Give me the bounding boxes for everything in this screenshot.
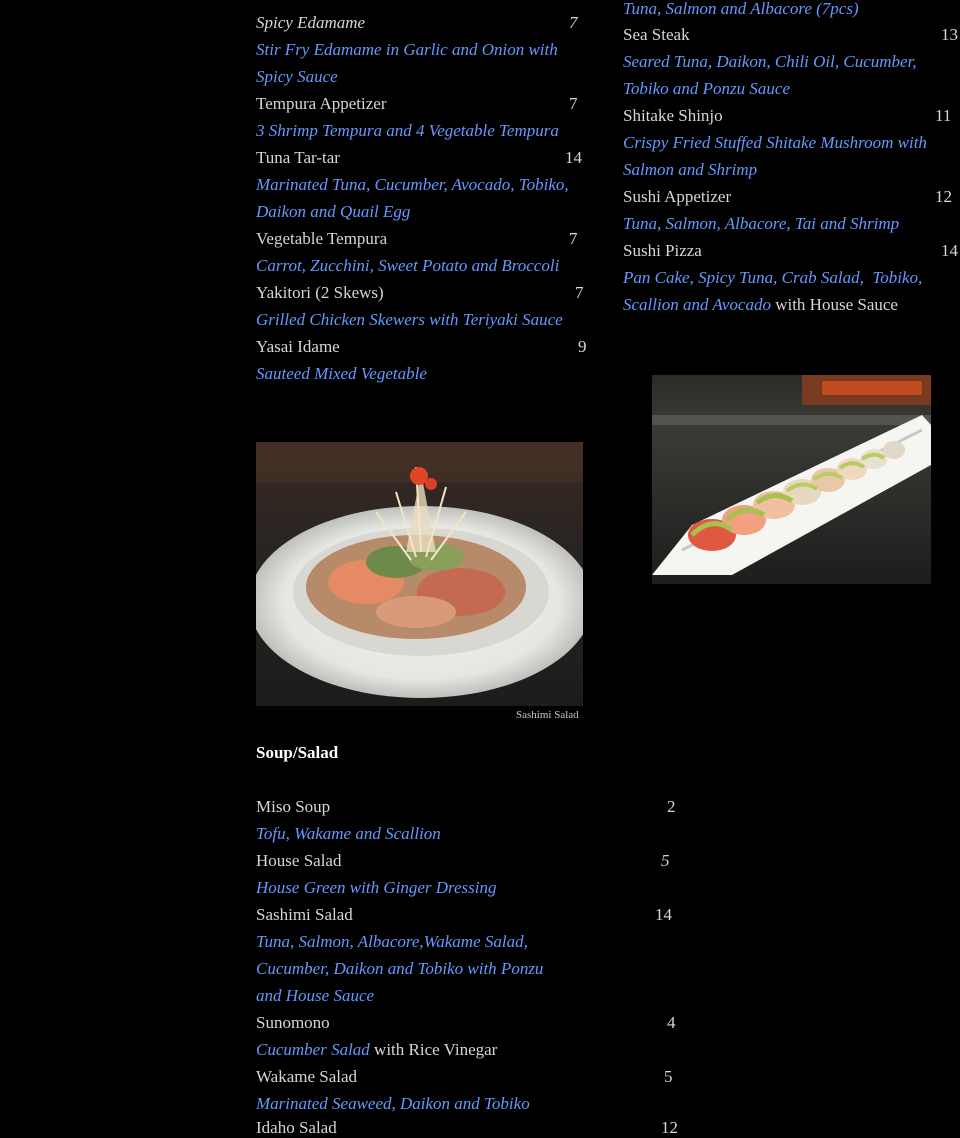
item-desc-sushi-appetizer: Tuna, Salmon, Albacore, Tai and Shrimp <box>623 214 900 233</box>
sushi-pizza-desc-part3: Scallion and Avocado <box>623 295 771 314</box>
item-name-miso-soup: Miso Soup <box>256 797 331 816</box>
sushi-roll-photo <box>652 375 931 584</box>
item-name-sashimi-salad: Sashimi Salad <box>256 905 353 924</box>
item-price-vegetable-tempura: 7 <box>569 229 578 248</box>
item-desc-sashimi-appetizer: Tuna, Salmon and Albacore (7pcs) <box>623 0 859 18</box>
item-desc-sashimi-salad-1: Tuna, Salmon, Albacore,Wakame Salad, <box>256 932 528 951</box>
item-desc-tuna-tartar-2: Daikon and Quail Egg <box>256 202 411 221</box>
item-price-shitake-shinjo: 11 <box>935 106 952 125</box>
item-desc-yakitori: Grilled Chicken Skewers with Teriyaki Sauce <box>256 310 563 329</box>
item-desc-sea-steak-2: Tobiko and Ponzu Sauce <box>623 79 791 98</box>
sunomono-desc-part2: with Rice Vinegar <box>369 1040 498 1059</box>
item-price-yasai-idame: 9 <box>578 337 587 356</box>
item-price-sushi-appetizer: 12 <box>935 187 952 206</box>
section-title-soup-salad: Soup/Salad <box>256 743 339 762</box>
item-desc-sea-steak-1: Seared Tuna, Daikon, Chili Oil, Cucumber, <box>623 52 917 71</box>
item-name-yasai-idame: Yasai Idame <box>256 337 340 356</box>
item-desc-sashimi-salad-3: and House Sauce <box>256 986 375 1005</box>
item-price-idaho-salad: 12 <box>661 1118 678 1137</box>
item-name-tempura-appetizer: Tempura Appetizer <box>256 94 387 113</box>
item-price-tempura-appetizer: 7 <box>569 94 578 113</box>
item-price-sea-steak: 13 <box>941 25 958 44</box>
item-desc-shitake-shinjo-2: Salmon and Shrimp <box>623 160 758 179</box>
item-name-wakame-salad: Wakame Salad <box>256 1067 358 1086</box>
item-desc-yasai-idame: Sauteed Mixed Vegetable <box>256 364 427 383</box>
item-price-wakame-salad: 5 <box>664 1067 673 1086</box>
item-price-yakitori: 7 <box>575 283 584 302</box>
sushi-pizza-desc-part1: Pan Cake, Spicy Tuna, Crab Salad, <box>623 268 873 287</box>
item-desc-sushi-pizza-1 <box>623 268 922 288</box>
item-name-house-salad: House Salad <box>256 851 342 870</box>
sushi-roll-image <box>652 375 931 584</box>
item-price-tuna-tartar: 14 <box>565 148 582 167</box>
item-desc-sashimi-salad-2: Cucumber, Daikon and Tobiko with Ponzu <box>256 959 544 978</box>
item-name-sunomono: Sunomono <box>256 1013 330 1032</box>
item-price-house-salad: 5 <box>661 851 670 870</box>
sashimi-salad-photo <box>256 442 583 706</box>
item-desc-tempura-appetizer: 3 Shrimp Tempura and 4 Vegetable Tempura <box>256 121 559 140</box>
item-desc-spicy-edamame-2: Spicy Sauce <box>256 67 338 86</box>
item-name-tuna-tartar: Tuna Tar-tar <box>256 148 340 167</box>
item-desc-sunomono <box>256 1040 497 1060</box>
item-name-idaho-salad: Idaho Salad <box>256 1118 337 1137</box>
item-desc-house-salad: House Green with Ginger Dressing <box>256 878 497 897</box>
item-name-vegetable-tempura: Vegetable Tempura <box>256 229 388 248</box>
item-desc-miso-soup: Tofu, Wakame and Scallion <box>256 824 441 843</box>
item-desc-shitake-shinjo-1: Crispy Fried Stuffed Shitake Mushroom with <box>623 133 927 152</box>
item-desc-vegetable-tempura: Carrot, Zucchini, Sweet Potato and Broccoli <box>256 256 560 275</box>
sashimi-salad-image <box>256 442 583 706</box>
sushi-pizza-desc-part4: with House Sauce <box>770 295 898 314</box>
item-name-yakitori: Yakitori (2 Skews) <box>256 283 384 302</box>
item-price-sunomono: 4 <box>667 1013 676 1032</box>
item-price-miso-soup: 2 <box>667 797 676 816</box>
item-price-sashimi-salad: 14 <box>655 905 672 924</box>
item-name-sushi-appetizer: Sushi Appetizer <box>623 187 732 206</box>
item-price-spicy-edamame: 7 <box>569 13 578 32</box>
item-name-sea-steak: Sea Steak <box>623 25 690 44</box>
sunomono-desc-part1: Cucumber Salad <box>256 1040 370 1059</box>
item-desc-wakame-salad: Marinated Seaweed, Daikon and Tobiko <box>256 1094 530 1113</box>
item-desc-sushi-pizza-2 <box>623 295 898 315</box>
item-name-shitake-shinjo: Shitake Shinjo <box>623 106 723 125</box>
item-price-sushi-pizza: 14 <box>941 241 958 260</box>
photo-caption: Sashimi Salad <box>516 709 579 721</box>
item-name-sushi-pizza: Sushi Pizza <box>623 241 702 260</box>
item-desc-spicy-edamame-1: Stir Fry Edamame in Garlic and Onion with <box>256 40 558 59</box>
item-name-spicy-edamame: Spicy Edamame <box>256 13 366 32</box>
item-desc-tuna-tartar-1: Marinated Tuna, Cucumber, Avocado, Tobiko, <box>256 175 569 194</box>
sushi-pizza-desc-part2: Tobiko, <box>872 268 923 287</box>
